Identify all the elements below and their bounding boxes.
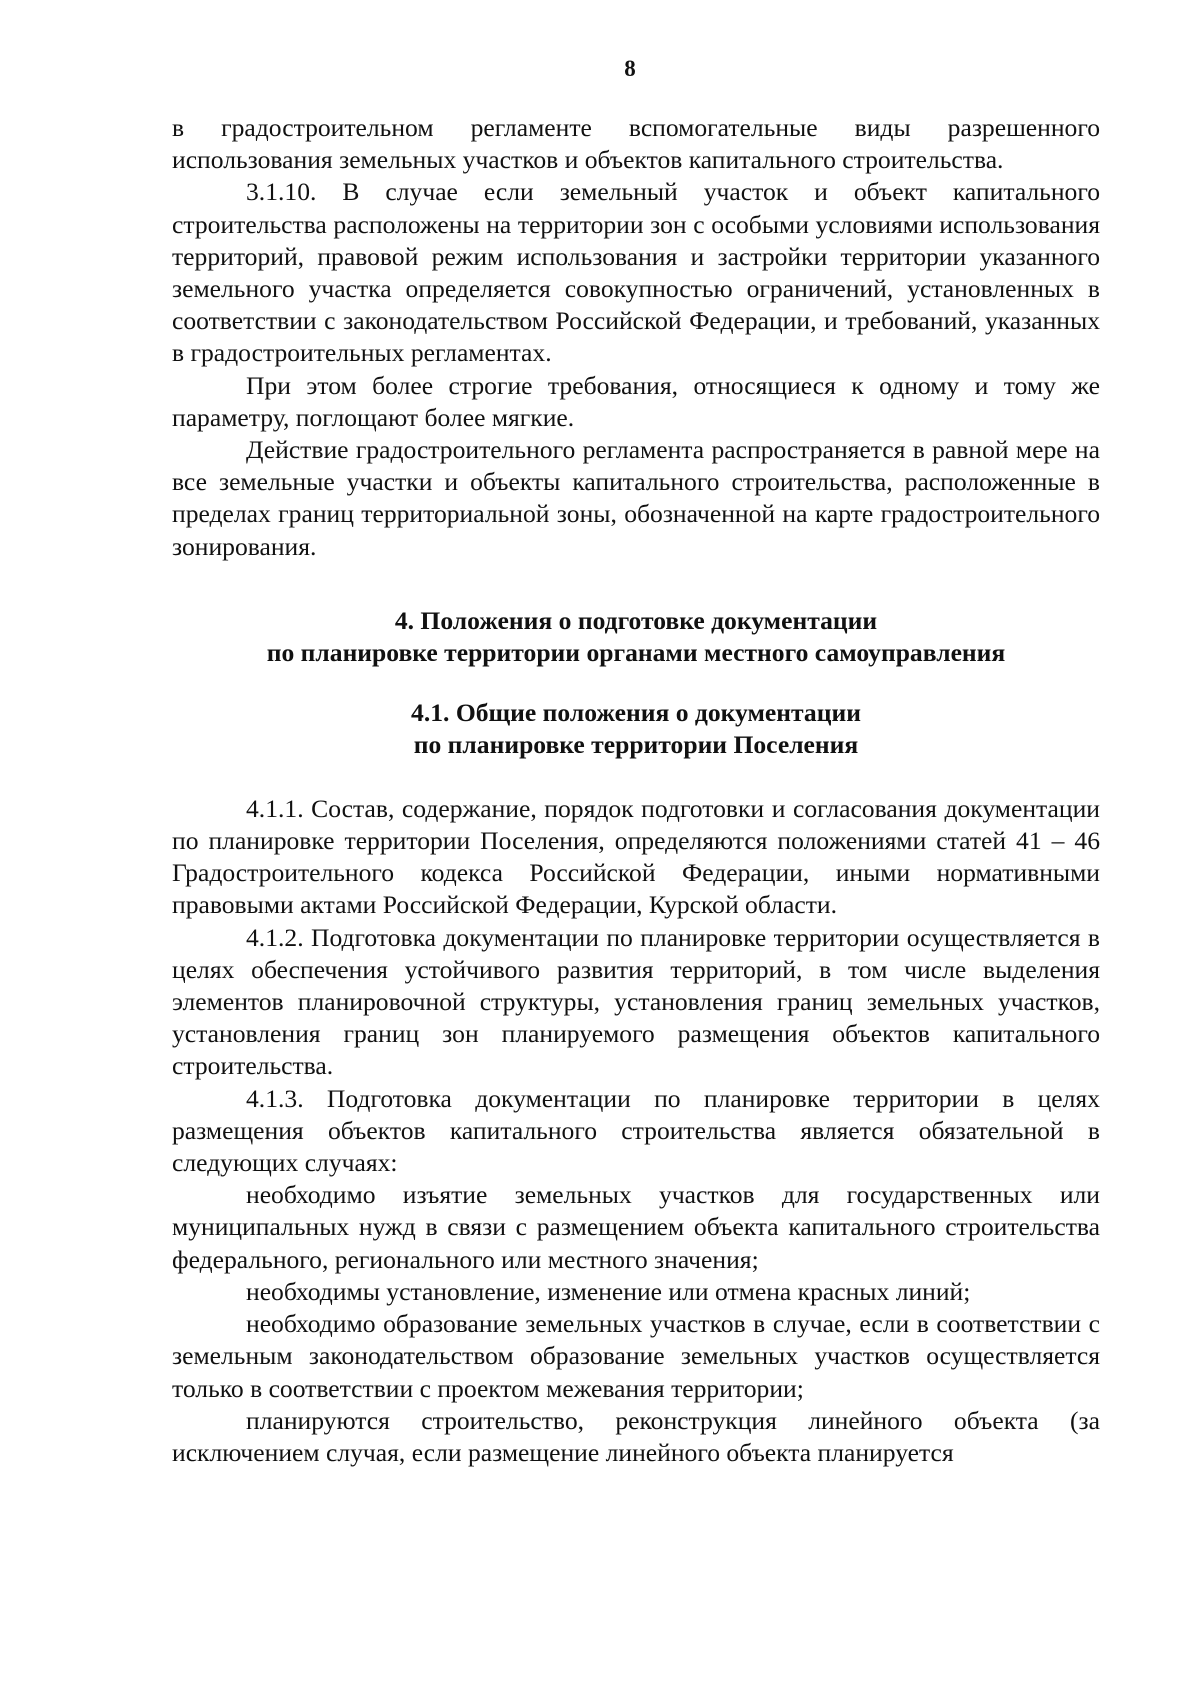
subsection-heading-line-1: 4.1. Общие положения о документации	[411, 697, 861, 727]
section-heading-line-1: 4. Положения о подготовке документации	[394, 605, 878, 635]
document-body	[172, 112, 1100, 1469]
paragraph-strict-requirements: При этом более строгие требования, относящиеся к одному и тому же параметру, поглощают более мягкие.	[172, 370, 1100, 432]
list-item-red-lines: необходимы установление, изменение или отмена красных линий;	[246, 1276, 971, 1306]
subsection-heading-line-2: по планировке территории Поселения	[413, 729, 859, 759]
section-heading-4	[172, 605, 1100, 669]
list-item-land-formation: необходимо образование земельных участков в случае, если в соответствии с земельным законодательством образование земельных участков осуществляется только в соответствии с проектом межевания территории;	[172, 1309, 1100, 1403]
paragraph-3-1-10: 3.1.10. В случае если земельный участок и объект капитального строительства расположены на территории зон с особыми условиями использования территорий, правовой режим использования и застройки территории указанного земельного участка определяется совокупностью ограничений, установленных в соответствии с законодательством Российской Федерации, и требований, указанных в градостроительных регламентах.	[172, 177, 1100, 368]
paragraph-regulation-scope: Действие градостроительного регламента распространяется в равной мере на все земельные участки и объекты капитального строительства, расположенные в пределах границ территориальной зоны, обозначенной на карте градостроительного зонирования.	[172, 435, 1100, 561]
page-number: 8	[624, 56, 636, 81]
paragraph-4-1-2: 4.1.2. Подготовка документации по планировке территории осуществляется в целях обеспечения устойчивого развития территорий, в том числе выделения элементов планировочной структуры, установления границ земельных участков, установления границ зон планируемого размещения объектов капитального строительства.	[172, 922, 1100, 1081]
list-item-linear-object: планируются строительство, реконструкция линейного объекта (за исключением случая, если размещение линейного объекта планируется	[172, 1405, 1100, 1467]
paragraph-4-1-1: 4.1.1. Состав, содержание, порядок подготовки и согласования документации по планировке территории Поселения, определяются положениями статей 41 – 46 Градостроительного кодекса Российской Федерации, иными нормативными правовыми актами Российской Федерации, Курской области.	[172, 793, 1100, 920]
subsection-heading-4-1	[172, 697, 1100, 761]
list-item-land-seizure: необходимо изъятие земельных участков для государственных или муниципальных нужд в связи с размещением объекта капитального строительства федерального, регионального или местного значения;	[172, 1180, 1100, 1274]
section-heading-line-2: по планировке территории органами местного самоуправления	[266, 637, 1006, 667]
paragraph-4-1-3: 4.1.3. Подготовка документации по планировке территории в целях размещения объектов капитального строительства является обязательной в следующих случаях:	[172, 1083, 1100, 1178]
paragraph-continuation: в градостроительном регламенте вспомогательные виды разрешенного использования земельных участков и объектов капитального строительства.	[172, 113, 1100, 175]
